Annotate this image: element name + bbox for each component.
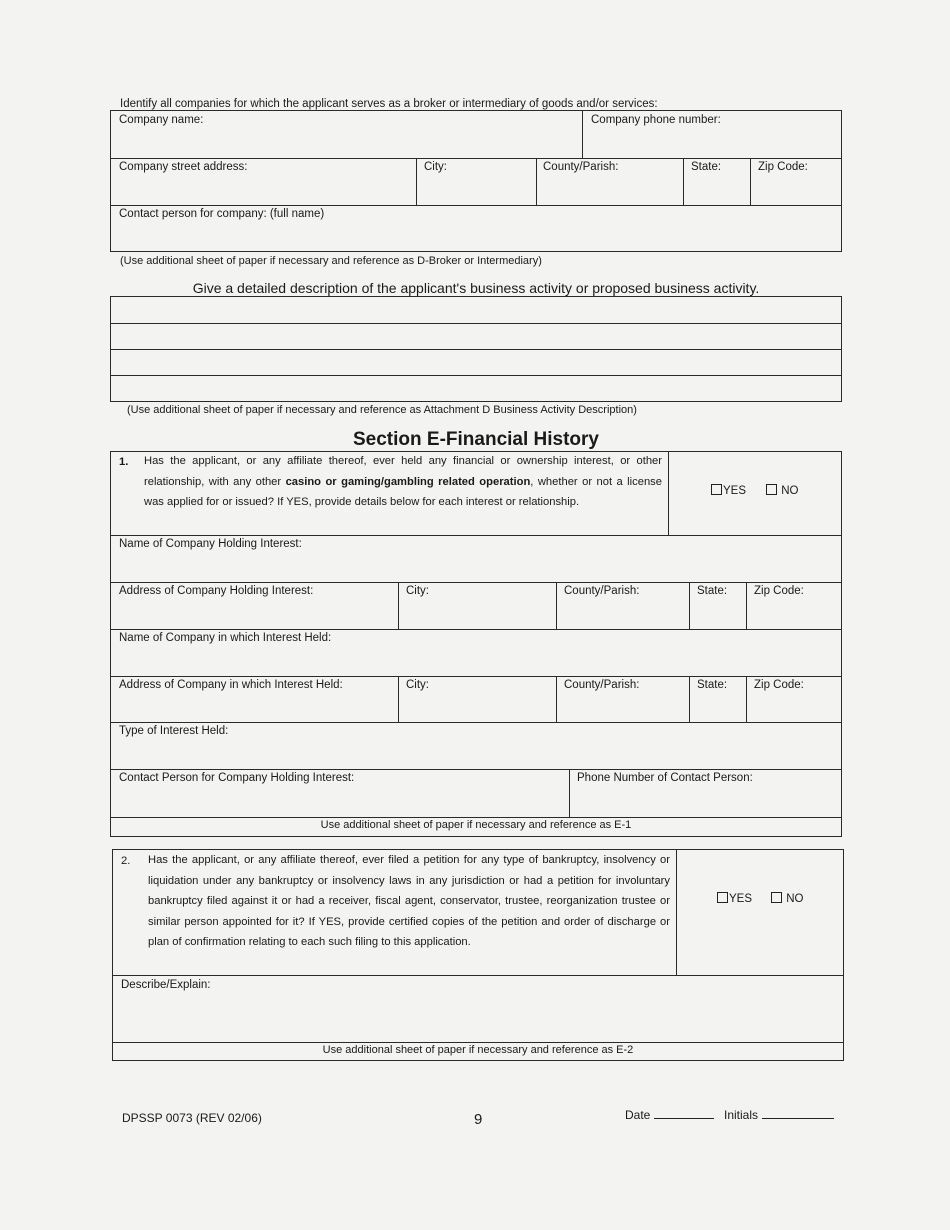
description-lines — [110, 296, 842, 402]
divider — [676, 850, 677, 975]
divider — [398, 582, 399, 629]
no-checkbox[interactable] — [766, 484, 777, 495]
divider — [556, 676, 557, 722]
describe-label: Describe/Explain: — [121, 979, 211, 991]
state-label: State: — [697, 679, 728, 691]
date-label: Date — [625, 1108, 651, 1122]
divider — [536, 158, 537, 205]
divider — [582, 111, 583, 158]
divider — [689, 582, 690, 629]
divider — [111, 722, 841, 723]
e2-note: Use additional sheet of paper if necessary and reference as E-2 — [322, 1044, 634, 1056]
page-number: 9 — [474, 1111, 483, 1128]
county-label: County/Parish: — [564, 679, 640, 691]
q1-yes-option[interactable] — [711, 484, 746, 497]
divider — [668, 452, 669, 535]
date-line[interactable] — [654, 1118, 714, 1119]
initials-field[interactable] — [724, 1108, 834, 1122]
contact-label: Contact person for company: (full name) — [119, 208, 325, 220]
question-1-text-part: , whether or not a license was applied for or issued? If YES, provide details below for each interest or relationship. — [144, 475, 662, 508]
state-label: State: — [697, 585, 728, 597]
divider — [569, 769, 570, 817]
divider — [746, 582, 747, 629]
question-2-text: Has the applicant, or any affiliate thereof, ever filed a petition for any type of bankruptcy, insolvency or liquidation under any bankruptcy or insolvency laws in any jurisdiction or had a petition for involuntary bankruptcy filed against it or had a receiver, fiscal agent, conservator, trustee, reorganization trustee or similar person appointed for it? If YES, provide certified copies of the petition and order of discharge or plan of confirmation relating to each such filing to this application. — [148, 854, 670, 948]
divider — [111, 582, 841, 583]
q2-no-option[interactable] — [771, 892, 803, 905]
question-1-text — [144, 451, 662, 513]
divider — [111, 676, 841, 677]
financial-table-2 — [112, 849, 844, 1061]
question-1-text-part: Has the applicant, or any affiliate thereof, ever held any financial or ownership interest, or other relationship, with any other — [144, 455, 662, 488]
q1-no-option[interactable] — [766, 484, 798, 497]
street-address-label: Company street address: — [119, 161, 248, 173]
divider — [111, 535, 841, 536]
divider — [113, 975, 843, 976]
divider — [689, 676, 690, 722]
company-phone-label: Company phone number: — [591, 114, 721, 126]
divider — [111, 817, 841, 818]
yes-checkbox[interactable] — [717, 892, 728, 903]
financial-table-1 — [110, 451, 842, 837]
divider — [111, 158, 841, 159]
held-address-label: Address of Company in which Interest Held: — [119, 679, 343, 691]
holding-name-label: Name of Company Holding Interest: — [119, 538, 302, 550]
state-label: State: — [691, 161, 722, 173]
divider — [683, 158, 684, 205]
divider — [398, 676, 399, 722]
no-label: NO — [786, 893, 804, 905]
yes-label: YES — [729, 893, 753, 905]
initials-line[interactable] — [762, 1118, 834, 1119]
zip-label: Zip Code: — [758, 161, 808, 173]
no-checkbox[interactable] — [771, 892, 782, 903]
description-heading: Give a detailed description of the applicant's business activity or proposed business activity. — [192, 280, 760, 296]
form-id: DPSSP 0073 (REV 02/06) — [122, 1111, 262, 1125]
no-label: NO — [781, 485, 799, 497]
holding-address-label: Address of Company Holding Interest: — [119, 585, 314, 597]
broker-intro: Identify all companies for which the applicant serves as a broker or intermediary of goods and/or services: — [120, 98, 658, 110]
divider — [111, 205, 841, 206]
writing-line — [111, 375, 841, 376]
writing-line — [111, 349, 841, 350]
q2-yes-option[interactable] — [717, 892, 752, 905]
divider — [111, 769, 841, 770]
divider — [556, 582, 557, 629]
broker-note: (Use additional sheet of paper if necessary and reference as D-Broker or Intermediary) — [120, 255, 542, 267]
contact-phone-label: Phone Number of Contact Person: — [577, 772, 753, 784]
divider — [416, 158, 417, 205]
question-2-number: 2. — [121, 855, 131, 867]
yes-checkbox[interactable] — [711, 484, 722, 495]
county-label: County/Parish: — [564, 585, 640, 597]
zip-label: Zip Code: — [754, 679, 804, 691]
writing-line — [111, 323, 841, 324]
city-label: City: — [406, 585, 429, 597]
section-e-title: Section E-Financial History — [353, 429, 599, 450]
question-1-bold-text: casino or gaming/gambling related operation — [285, 475, 531, 488]
city-label: City: — [424, 161, 447, 173]
yes-label: YES — [723, 485, 747, 497]
county-label: County/Parish: — [543, 161, 619, 173]
held-name-label: Name of Company in which Interest Held: — [119, 632, 332, 644]
broker-table — [110, 110, 842, 252]
date-field[interactable] — [625, 1108, 714, 1122]
divider — [750, 158, 751, 205]
initials-label: Initials — [724, 1108, 759, 1122]
divider — [746, 676, 747, 722]
interest-type-label: Type of Interest Held: — [119, 725, 229, 737]
divider — [113, 1042, 843, 1043]
description-note: (Use additional sheet of paper if necessary and reference as Attachment D Business Activity Description) — [127, 404, 637, 416]
e1-note: Use additional sheet of paper if necessary and reference as E-1 — [320, 819, 632, 831]
question-1-number: 1. — [119, 456, 129, 468]
company-name-label: Company name: — [119, 114, 204, 126]
contact-person-label: Contact Person for Company Holding Interest: — [119, 772, 355, 784]
city-label: City: — [406, 679, 429, 691]
divider — [111, 629, 841, 630]
zip-label: Zip Code: — [754, 585, 804, 597]
